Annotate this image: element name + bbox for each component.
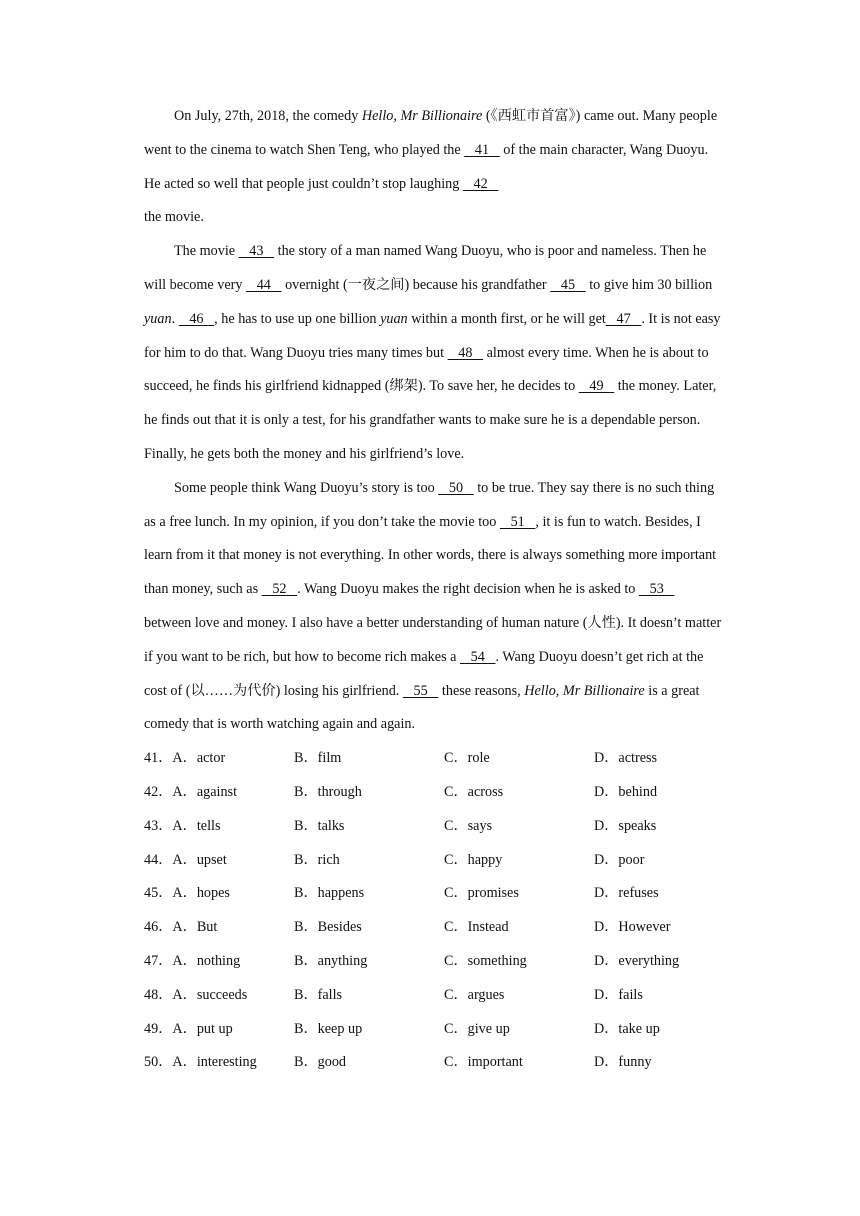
question-number: 46． [144,919,173,936]
italic-text: yuan [144,310,172,327]
question-number: 42． [144,783,173,800]
option-a [144,1046,257,1080]
passage-text: to be true. They say there is no such thing as a free lunch. In my opinion, if you don’t take the movie too [144,479,715,530]
option-a [144,877,230,911]
passage-text: The movie [174,243,239,260]
option-d [594,1046,652,1080]
option-d [594,1013,660,1047]
passage-paragraph [144,235,724,472]
blank-53: 53 [638,581,675,598]
passage-text: these reasons, [438,682,525,699]
option-a [144,844,227,878]
option-d [594,877,659,911]
option-text: C．argues [444,986,505,1003]
passage-text: of the main character, Wang Duoyu. He acted so well that people just couldn’t stop laughing [144,141,709,192]
blank-49: 49 [578,378,615,395]
option-text: D．behind [594,783,658,800]
passage-text: the story of a man named Wang Duoyu, who is poor and nameless. Then he will become very [144,243,707,293]
passage-text: the money. Later, he finds out that it is only a test, for his grandfather wants to make sure he is a dependable person. Finally, he gets both the money and his girlfriend’s love. [144,378,717,462]
option-text: B．Besides [294,919,362,936]
passage-text: Some people think Wang Duoyu’s story is too [174,479,439,496]
option-text: D．However [594,919,671,936]
option-text: B．rich [294,851,340,868]
option-text: D．actress [594,750,658,767]
question-number: 41． [144,750,173,767]
question-row [144,945,724,979]
blank-52: 52 [261,581,298,598]
option-text: D．refuses [594,885,659,902]
blank-50: 50 [438,479,474,496]
option-text: A．put up [172,1020,233,1037]
option-text: D．poor [594,851,645,868]
option-c [444,810,492,844]
option-c [444,742,490,776]
blank-54: 54 [459,648,496,665]
passage-text: , he has to use up one billion [214,310,381,327]
option-text: C．says [444,817,493,834]
question-row [144,1046,724,1080]
option-c [444,1013,510,1047]
passage-text: . Wang Duoyu makes the right decision when he is asked to [297,581,639,598]
blank-45: 45 [550,276,586,293]
option-b [294,844,340,878]
blank-43: 43 [238,243,275,260]
blank-47: 47 [605,310,642,327]
option-b [294,945,367,979]
option-b [294,1046,346,1080]
option-text: C．across [444,783,504,800]
blank-41: 41 [464,141,500,158]
option-text: B．keep up [294,1020,363,1037]
blank-51: 51 [499,513,536,530]
option-c [444,776,503,810]
option-a [144,911,217,945]
passage-text: to give him 30 billion [585,276,713,293]
option-d [594,979,643,1013]
option-b [294,742,341,776]
question-number: 45． [144,885,173,902]
option-text: A．But [172,919,218,936]
blank-55: 55 [402,682,439,699]
cloze-passage [144,100,724,742]
option-c [444,979,504,1013]
option-text: A．hopes [172,885,230,902]
blank-44: 44 [246,276,282,293]
option-text: C．happy [444,851,503,868]
passage-text: . It is not easy for him to do that. Wang Duoyu tries many times but [144,310,721,361]
option-text: C．something [444,952,527,969]
option-text: D．fails [594,986,643,1003]
question-list [144,742,724,1080]
option-d [594,945,679,979]
passage-text: is a great comedy that is worth watching again and again. [144,682,700,733]
option-text: B．falls [294,986,343,1003]
option-b [294,776,362,810]
option-text: B．film [294,750,342,767]
option-text: B．happens [294,885,365,902]
option-b [294,979,342,1013]
question-number: 44． [144,851,173,868]
passage-text: between love and money. I also have a better understanding of human nature (人性). It doesn’t matter if you want to be rich, but how to become rich makes a [144,614,722,665]
question-number: 43． [144,817,173,834]
italic-text: yuan [380,310,408,327]
option-b [294,810,344,844]
option-c [444,844,502,878]
option-text: C．promises [444,885,519,902]
option-text: B．anything [294,952,368,969]
passage-text: overnight (一夜之间) because his grandfather [281,276,551,293]
question-row [144,1013,724,1047]
passage-text: On July, 27th, 2018, the comedy [174,108,362,124]
question-number: 50． [144,1054,173,1071]
question-number: 49． [144,1020,173,1037]
option-text: C．important [444,1054,523,1071]
option-text: B．good [294,1054,347,1071]
document-page [144,100,724,1080]
option-text: B．talks [294,817,345,834]
question-row [144,911,724,945]
option-c [444,1046,523,1080]
blank-42: 42 [462,175,499,192]
option-text: D．speaks [594,817,657,834]
option-a [144,979,247,1013]
option-text: D．everything [594,952,680,969]
passage-text: (《西虹市首富》) came out. Many people went to the cinema to watch Shen Teng, who played the [144,108,718,158]
option-text: A．upset [172,851,227,868]
passage-paragraph [144,100,724,235]
option-text: A．tells [172,817,221,834]
option-c [444,911,509,945]
blank-48: 48 [447,344,484,361]
option-d [594,911,670,945]
question-row [144,776,724,810]
option-text: A．nothing [172,952,241,969]
option-c [444,945,527,979]
option-text: A．interesting [172,1054,257,1071]
question-row [144,742,724,776]
option-text: A．succeeds [172,986,248,1003]
question-row [144,877,724,911]
option-d [594,742,657,776]
italic-text: Hello, Mr Billionaire [524,682,645,699]
question-number: 48． [144,986,173,1003]
option-a [144,742,225,776]
option-a [144,810,220,844]
passage-text: . [171,310,179,327]
option-b [294,911,362,945]
passage-text: , it is fun to watch. Besides, I learn from it that money is not everything. In other words, there is always something more important than money, such as [144,513,717,598]
option-a [144,945,240,979]
option-c [444,877,519,911]
blank-46: 46 [178,310,215,327]
question-number: 47． [144,952,173,969]
option-d [594,776,657,810]
option-text: A．actor [172,750,226,767]
option-text: C．role [444,750,490,767]
option-text: C．give up [444,1020,510,1037]
option-a [144,1013,233,1047]
question-row [144,844,724,878]
option-d [594,810,656,844]
option-text: A．against [172,783,238,800]
passage-paragraph [144,472,724,742]
option-b [294,1013,362,1047]
question-row [144,979,724,1013]
passage-text: almost every time. When he is about to succeed, he finds his girlfriend kidnapped (绑架). To save her, he decides to [144,344,709,395]
passage-text: the movie. [144,209,204,226]
option-d [594,844,644,878]
option-text: C．Instead [444,919,509,936]
passage-text: . Wang Duoyu doesn’t get rich at the cost of (以……为代价) losing his girlfriend. [144,648,704,699]
option-a [144,776,237,810]
option-text: B．through [294,783,362,800]
question-row [144,810,724,844]
option-b [294,877,364,911]
italic-text: Hello, Mr Billionaire [361,108,483,124]
passage-text: within a month first, or he will get [407,310,606,327]
option-text: D．funny [594,1054,652,1071]
option-text: D．take up [594,1020,660,1037]
